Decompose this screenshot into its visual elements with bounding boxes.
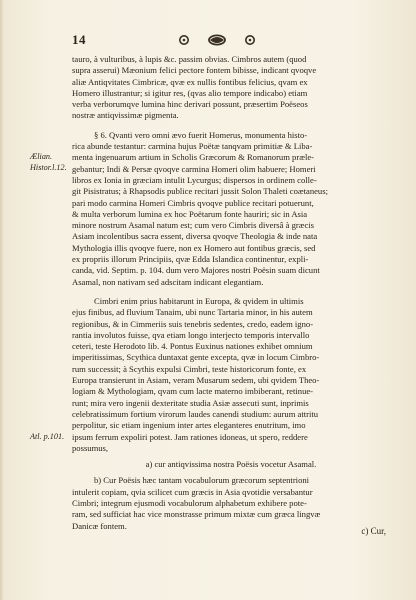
text-line: intulerit copiam, qvia scilicet cum græcis in Asia qvotidie versabantur	[72, 486, 313, 497]
page-header	[72, 32, 362, 52]
text-line: minore nostrum Asamal natum est; cum vero Cimbris diversâ à græcis	[72, 220, 315, 231]
text-line: Danicæ fontem.	[72, 520, 127, 531]
text-line: Cimbri enim prius habitarunt in Europa, & qvidem in ultimis	[94, 295, 304, 306]
text-line: verba verborumqve lumina hinc derivari possunt, præsertim Poëseos	[72, 99, 308, 110]
text-line: Asiam incolentibus sacra essent, diversa qvoqve Theologia & inde nata	[72, 231, 318, 242]
text-line: rica abunde testantur: carmina hujus Poëtæ tanqvam primitiæ & Liba-	[72, 141, 313, 152]
text-line: regionibus, & in Cimmeriis suis tenebris sedentes, credo, eadem igno-	[72, 318, 314, 329]
text-line: perpolitur, sic etiam ingenium inter artes eleganteres enutritum, imo	[72, 420, 306, 431]
paragraph-4	[72, 475, 390, 531]
text-line: canda, vid. Septim. p. 104. dum vero Majores nostri Poësin suam dicunt	[72, 265, 320, 276]
text-line: tauro, à vulturibus, à lupis &c. passim obvias. Cimbros autem (quod	[72, 54, 307, 64]
text-line: nostræ antiqvissimæ pigmenta.	[72, 110, 179, 121]
text-line: § 6. Qvanti vero omni ævo fuerit Homerus, monumenta histo-	[94, 129, 308, 140]
text-line: logiam & Mythologiam, qvam cum lacte materno imbiberant, retinue-	[72, 386, 314, 397]
margin-note-aelian	[30, 152, 67, 173]
text-line: possumus,	[72, 442, 109, 453]
printer-ornament-icon	[172, 34, 262, 46]
margin-note-line: Ælian.	[30, 152, 53, 161]
text-line: imperitissimas, Scythica duntaxat gente excepta, qvæ in locum Cimbro-	[72, 352, 320, 363]
page-number: 14	[72, 32, 86, 47]
text-line: libros ex Ionia in græciam intulit Lycurgus; dispersos in ordinem colle-	[72, 174, 317, 185]
main-text	[72, 54, 390, 532]
page-gutter-shadow	[0, 0, 4, 600]
text-line: ceteri, teste Herodoto lib. 4. Pontus Euxinus nationes exhibet omnium	[72, 341, 313, 352]
text-line: gebantur; Indi & Persæ qvoqve carmina Homeri olim habuere; Homeri	[72, 163, 316, 174]
text-line: menta ingenuarum artium in Scholis Græcorum & Romanorum præle-	[72, 152, 315, 163]
text-line: supra asserui) Mæonium felici pectore fontem bibisse, indicant qvoqve	[72, 65, 317, 76]
margin-note-line: Histor.l.12.	[30, 162, 67, 172]
list-item-a: a) cur antiqvissima nostra Poësis vocetur Asamal.	[145, 459, 317, 470]
text-line: b) Cur Poësis hæc tantam vocabulorum græcorum septentrioni	[94, 475, 310, 486]
margin-note-atl: Atl. p.101.	[30, 432, 65, 441]
text-line: & multa verborum lumina ex hoc Poëtarum fonte hauriri; sic in Asia	[72, 208, 308, 219]
paragraph-3	[72, 296, 390, 454]
text-line: rantia involutos fuisse, qva etiam longo interjecto temporis intervallo	[72, 329, 310, 340]
text-line: Mythologia illis qvoqve fuere, non ex Homero aut fontibus græcis, sed	[72, 242, 316, 253]
text-line: pari modo carmina Homeri Cimbris qvoqve publice recitari potuerunt,	[72, 197, 314, 208]
text-line: Asamal, non nativam sed adscitam indicant elegantiam.	[72, 276, 264, 287]
paragraph-2	[72, 130, 390, 288]
text-line: ejus finibus, ad fluvium Tanaim, ubi nunc Tartaria minor, in his autem	[72, 307, 313, 318]
text-line: ram, sed sufficiat hac vice monstrasse primum mixtæ cum græca lingvæ	[72, 509, 321, 520]
text-line: ex propriis illorum Principiis, qvæ Edda Islandica continentur, expli-	[72, 254, 309, 265]
text-line: ipsum ferrum expoliri potest. Jam rationes idoneas, ut spero, reddere	[72, 431, 308, 442]
text-line: rum successit; à Scythis expulsi Cimbri, teste historicorum fonte, ex	[72, 363, 307, 374]
text-line: celebratissimum fortium virorum laudes canendi studium: aurum attritu	[72, 408, 319, 419]
text-line: git Pisistratus; à Rhapsodis publice recitari jussit Solon Thaleti coætaneus;	[72, 186, 328, 197]
text-line: Europa transierunt in Asiam, veram Musarum sedem, ubi qvidem Theo-	[72, 375, 320, 386]
text-line: runt; mira vero ingenii dexteritate studia Asiæ assecuti sunt, inprimis	[72, 397, 309, 408]
text-line: Cimbri; integrum ejusmodi vocabulorum alphabetum exhibere pote-	[72, 497, 307, 508]
text-line: Homero illustrantur; si igitur res, (qvas alio tempore indicabo) etiam	[72, 87, 308, 98]
catchword: c) Cur,	[361, 526, 386, 536]
paragraph-1	[72, 54, 390, 122]
text-line: aliæ Antiqvitates Cimbricæ, qvæ ex nullis fontibus felicius, qvam ex	[72, 76, 308, 87]
